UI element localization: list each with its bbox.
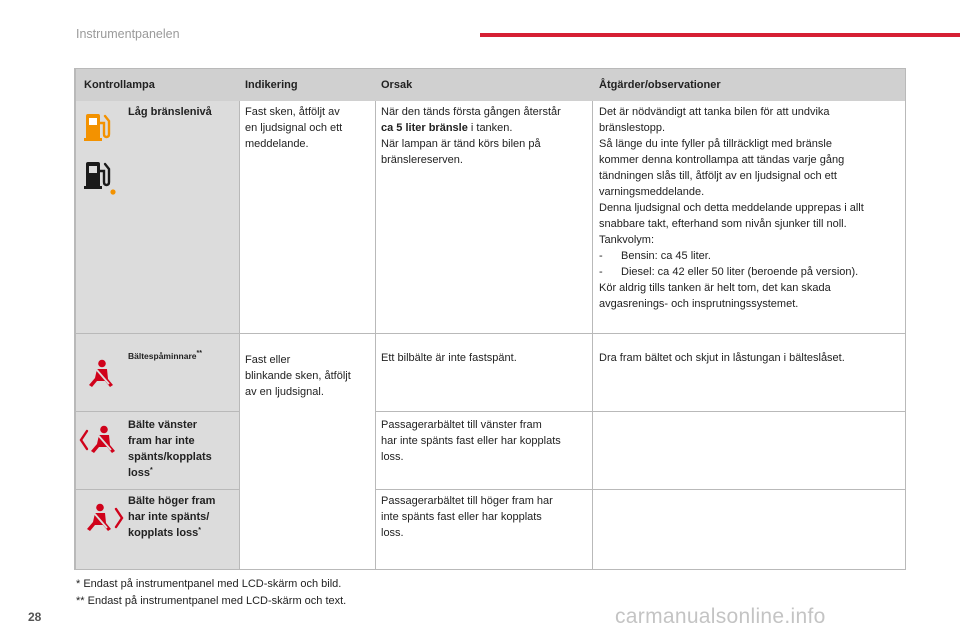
text-line: har inte spänts/	[128, 511, 210, 523]
actions-belt: Dra fram bältet och skjut in låstungan i bälteslåset.	[599, 352, 845, 364]
footnote-double: ** Endast på instrumentpanel med LCD-skärm och text.	[76, 595, 347, 607]
text-line: bränslestopp.	[599, 122, 666, 134]
footnote-mark: **	[196, 350, 202, 357]
col-header-indication: Indikering	[245, 79, 298, 91]
fuel-pump-orange-icon	[83, 111, 113, 143]
text-line: Kör aldrig tills tanken är helt tom, det kan skada	[599, 282, 831, 294]
col-header-cause: Orsak	[381, 79, 413, 91]
text-span: Diesel: ca 42 eller 50 liter (beroende på version).	[621, 266, 859, 278]
lamp-name-belt-left	[128, 417, 212, 481]
watermark: carmanualsonline.info	[615, 605, 826, 628]
text-line: Fast eller	[245, 354, 291, 366]
text-line: meddelande.	[245, 138, 309, 150]
warning-lamp-table	[74, 68, 906, 570]
bullet: -	[599, 266, 603, 278]
text-line: Fast sken, åtföljt av	[245, 106, 340, 118]
lamp-name-fuel: Låg bränslenivå	[128, 106, 212, 118]
text-span: kopplats loss	[128, 527, 199, 539]
column-divider	[239, 101, 240, 569]
text-line: bränslereserven.	[381, 154, 463, 166]
text-line: blinkande sken, åtföljt	[245, 370, 351, 382]
seatbelt-right-warning-icon	[85, 503, 125, 533]
row-divider	[75, 411, 239, 412]
text-line: kommer denna kontrollampa att tändas varje gång	[599, 154, 845, 166]
col-header-actions: Åtgärder/observationer	[599, 79, 721, 91]
column-divider	[75, 69, 76, 569]
header-accent-bar	[480, 33, 960, 37]
text-line: en ljudsignal och ett	[245, 122, 343, 134]
page-number: 28	[28, 610, 42, 624]
column-divider	[592, 101, 593, 569]
text-line: Denna ljudsignal och detta meddelande upprepas i allt	[599, 202, 864, 214]
seatbelt-warning-icon	[87, 359, 115, 389]
text-span: i tanken.	[467, 122, 513, 134]
section-title: Instrumentpanelen	[76, 27, 180, 41]
warning-dot-icon	[110, 189, 116, 195]
column-divider	[375, 101, 376, 569]
indication-belt	[245, 352, 351, 400]
text-line: Tankvolym:	[599, 234, 655, 246]
text-line: När lampan är tänd körs bilen på	[381, 138, 541, 150]
text-line: inte spänts fast eller har kopplats	[381, 511, 542, 523]
text-line: Passagerarbältet till vänster fram	[381, 419, 542, 431]
text-line: fram har inte	[128, 435, 195, 447]
text-line: har inte spänts fast eller har kopplats	[381, 435, 561, 447]
text-span: Bensin: ca 45 liter.	[621, 250, 711, 262]
table-header-row	[75, 69, 905, 101]
text-line: Bälte höger fram	[128, 495, 216, 507]
text-line: spänts/kopplats	[128, 451, 212, 463]
text-line: Det är nödvändigt att tanka bilen för att undvika	[599, 106, 830, 118]
fuel-amount-highlight: ca 5 liter bränsle	[381, 122, 468, 134]
list-item	[599, 248, 904, 264]
cause-belt-left	[381, 417, 561, 465]
cause-belt: Ett bilbälte är inte fastspänt.	[381, 352, 517, 364]
text-line: När den tänds första gången återstår	[381, 106, 561, 118]
text-line: loss.	[381, 527, 404, 539]
lamp-name-belt-right	[128, 493, 215, 541]
indication-fuel	[245, 104, 342, 152]
text-line	[128, 465, 212, 481]
row-divider	[375, 489, 905, 490]
bullet: -	[599, 250, 603, 262]
actions-fuel	[599, 104, 904, 312]
text-line: loss.	[381, 451, 404, 463]
footnote-mark: *	[150, 467, 153, 474]
cause-fuel	[381, 104, 561, 168]
text-line: tändningen slås till, åtföljt av en ljudsignal och ett	[599, 170, 837, 182]
text-line	[381, 120, 561, 136]
footnote-single: * Endast på instrumentpanel med LCD-skärm och bild.	[76, 578, 342, 590]
lamp-name-belt	[128, 348, 202, 364]
text-line: snabbare takt, efterhand som nivån sjunker till noll.	[599, 218, 847, 230]
text-line	[128, 525, 215, 541]
list-item	[599, 264, 904, 280]
footnote-mark: *	[198, 527, 202, 534]
text-line: Passagerarbältet till höger fram har	[381, 495, 553, 507]
seatbelt-left-warning-icon	[79, 425, 119, 455]
row-divider	[75, 333, 905, 334]
fuel-pump-black-icon	[83, 159, 113, 191]
text-line: Så länge du inte fyller på tillräckligt med bränsle	[599, 138, 832, 150]
text-line: varningsmeddelande.	[599, 186, 705, 198]
row-divider	[375, 411, 905, 412]
col-header-lamp: Kontrollampa	[84, 79, 155, 91]
text-line: avgasrenings- och insprutningssystemet.	[599, 298, 799, 310]
text-span: Bältespåminnare	[128, 351, 197, 361]
text-span: loss	[128, 467, 151, 479]
row-divider	[75, 489, 239, 490]
text-line: Bälte vänster	[128, 419, 198, 431]
text-line: av en ljudsignal.	[245, 386, 324, 398]
cause-belt-right	[381, 493, 553, 541]
